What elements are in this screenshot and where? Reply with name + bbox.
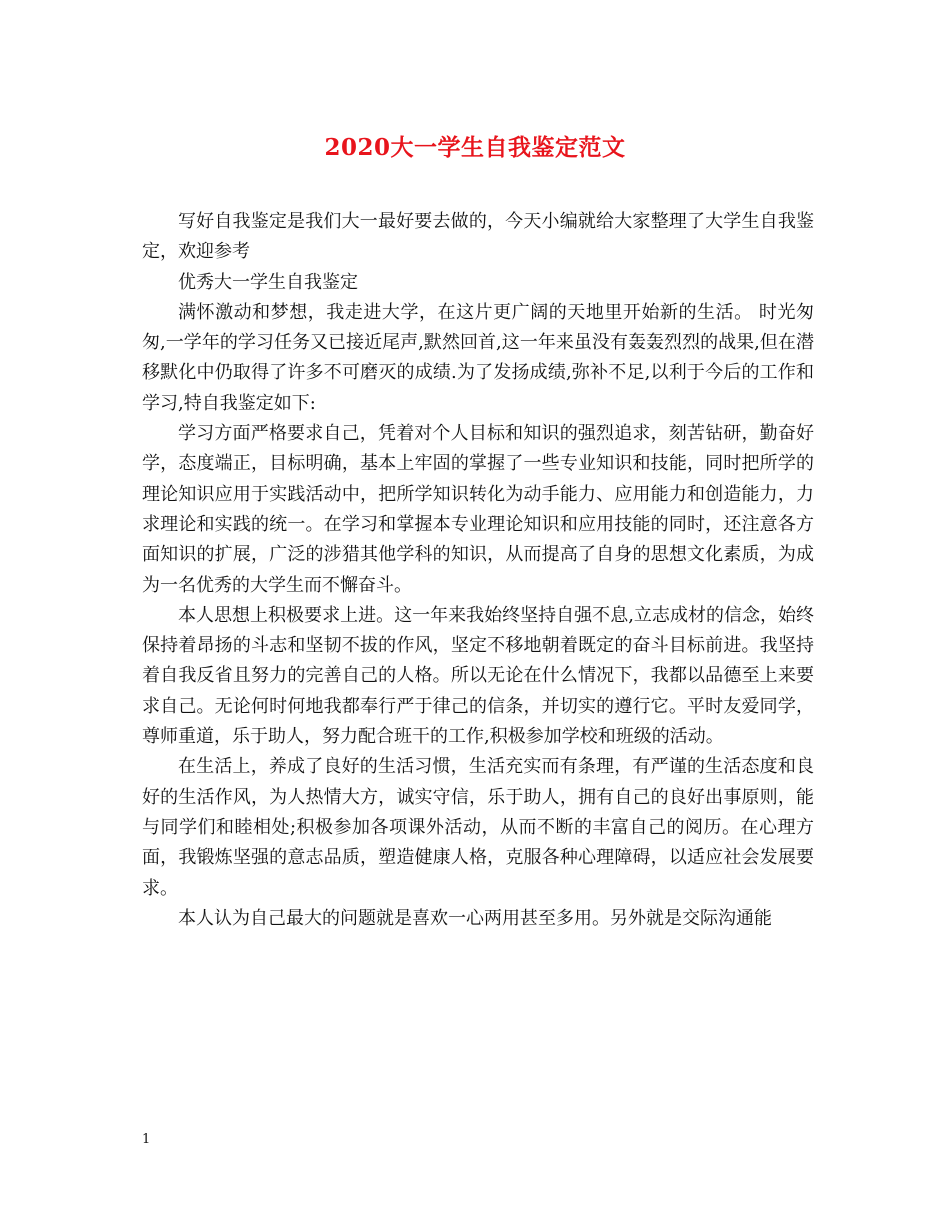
paragraph-intro: 写好自我鉴定是我们大一最好要去做的，今天小编就给大家整理了大学生自我鉴定，欢迎参考 bbox=[142, 211, 814, 263]
paragraph-opening: 满怀激动和梦想，我走进大学，在这片更广阔的天地里开始新的生活。 时光匆匆,一学年的学习任务又已接近尾声,默然回首,这一年来虽没有轰轰烈烈的战果,但在潜移默化中仍取得了许多不可磨灭的成绩.为了发扬成绩,弥补不足,以利于今后的工作和学习,特自我鉴定如下: bbox=[142, 301, 814, 414]
paragraph-study: 学习方面严格要求自己，凭着对个人目标和知识的强烈追求，刻苦钻研，勤奋好学，态度端正，目标明确，基本上牢固的掌握了一些专业知识和技能，同时把所学的理论知识应用于实践活动中，把所学知识转化为动手能力、应用能力和创造能力，力求理论和实践的统一。在学习和掌握本专业理论知识和应用技能的同时，还注意各方面知识的扩展，广泛的涉猎其他学科的知识，从而提高了自身的思想文化素质，为成为一名优秀的大学生而不懈奋斗。 bbox=[142, 423, 814, 596]
document-title: 2020大一学生自我鉴定范文 bbox=[324, 134, 626, 161]
document-body bbox=[142, 207, 814, 934]
paragraph-ideology: 本人思想上积极要求上进。这一年来我始终坚持自强不息,立志成材的信念，始终保持着昂扬的斗志和坚韧不拔的作风，坚定不移地朝着既定的奋斗目标前进。我坚持着自我反省且努力的完善自己的人格。所以无论在什么情况下，我都以品德至上来要求自己。无论何时何地我都奉行严于律己的信条，并切实的遵行它。平时友爱同学，尊师重道，乐于助人，努力配合班干的工作,积极参加学校和班级的活动。 bbox=[142, 604, 814, 748]
paragraph-shortcomings: 本人认为自己最大的问题就是喜欢一心两用甚至多用。另外就是交际沟通能 bbox=[178, 907, 772, 929]
paragraph-subheading: 优秀大一学生自我鉴定 bbox=[178, 271, 358, 293]
page-number: 1 bbox=[142, 1132, 151, 1147]
paragraph-life: 在生活上，养成了良好的生活习惯，生活充实而有条理，有严谨的生活态度和良好的生活作风，为人热情大方，诚实守信，乐于助人，拥有自己的良好出事原则，能与同学们和睦相处;积极参加各项课外活动，从而不断的丰富自己的阅历。在心理方面，我锻炼坚强的意志品质，塑造健康人格，克服各种心理障碍，以适应社会发展要求。 bbox=[142, 756, 814, 899]
